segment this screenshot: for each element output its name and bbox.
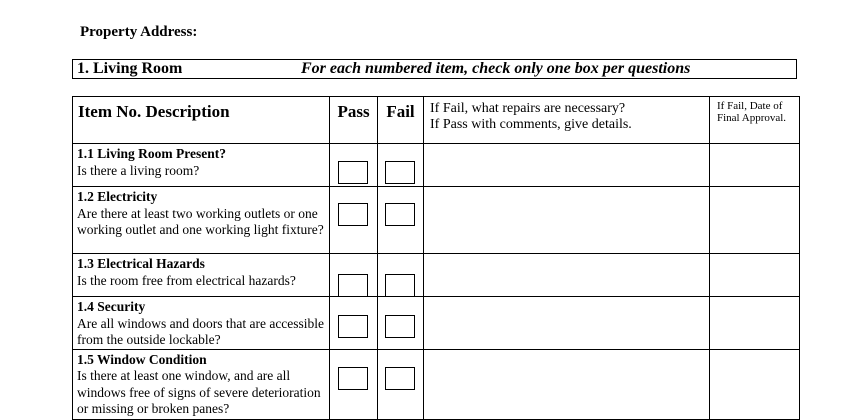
repairs-field[interactable]: [424, 349, 710, 419]
date-field[interactable]: [710, 144, 800, 187]
item-title: 1.1 Living Room Present?: [77, 146, 226, 161]
column-header-repairs-line2: If Pass with comments, give details.: [430, 117, 632, 132]
column-header-repairs: [424, 97, 710, 144]
section-title: 1. Living Room: [77, 60, 183, 77]
fail-checkbox[interactable]: [385, 161, 415, 184]
inspection-table: [72, 96, 800, 420]
item-question: Are all windows and doors that are accessible from the outside lockable?: [77, 315, 325, 347]
pass-cell: [330, 254, 378, 297]
item-description: [73, 254, 330, 297]
column-header-repairs-line1: If Fail, what repairs are necessary?: [430, 101, 626, 116]
fail-checkbox[interactable]: [385, 203, 415, 226]
column-header-pass: Pass: [330, 97, 378, 144]
pass-checkbox[interactable]: [338, 274, 368, 297]
item-description: [73, 187, 330, 254]
repairs-field[interactable]: [424, 144, 710, 187]
table-row: [73, 187, 800, 254]
date-field[interactable]: [710, 349, 800, 419]
item-question: Is the room free from electrical hazards?: [77, 272, 296, 288]
item-question: Is there a living room?: [77, 162, 200, 178]
fail-cell: [378, 349, 424, 419]
repairs-field[interactable]: [424, 297, 710, 350]
fail-checkbox[interactable]: [385, 274, 415, 297]
repairs-field[interactable]: [424, 254, 710, 297]
column-header-date: If Fail, Date of Final Approval.: [710, 97, 800, 144]
table-header-row: [73, 97, 800, 144]
date-field[interactable]: [710, 187, 800, 254]
column-header-fail: Fail: [378, 97, 424, 144]
item-question: Is there at least one window, and are all windows free of signs of severe deterioration or missing or broken panes?: [77, 368, 321, 416]
fail-cell: [378, 254, 424, 297]
pass-checkbox[interactable]: [338, 315, 368, 338]
pass-cell: [330, 349, 378, 419]
item-title: 1.4 Security: [77, 299, 146, 314]
date-field[interactable]: [710, 297, 800, 350]
pass-cell: [330, 297, 378, 350]
item-title: 1.2 Electricity: [77, 189, 158, 204]
table-row: [73, 254, 800, 297]
repairs-field[interactable]: [424, 187, 710, 254]
fail-cell: [378, 297, 424, 350]
pass-cell: [330, 144, 378, 187]
pass-cell: [330, 187, 378, 254]
item-description: [73, 349, 330, 419]
date-field[interactable]: [710, 254, 800, 297]
item-title: 1.5 Window Condition: [77, 351, 207, 367]
fail-cell: [378, 144, 424, 187]
property-address-label: Property Address:: [80, 24, 198, 40]
table-row: [73, 297, 800, 350]
fail-cell: [378, 187, 424, 254]
item-description: [73, 144, 330, 187]
item-description: [73, 297, 330, 350]
item-title: 1.3 Electrical Hazards: [77, 256, 205, 271]
fail-checkbox[interactable]: [385, 315, 415, 338]
section-header: [72, 59, 797, 79]
table-row: [73, 349, 800, 419]
item-question: Are there at least two working outlets or one working outlet and one working light fixture?: [77, 205, 324, 237]
column-header-item: Item No. Description: [73, 97, 330, 144]
pass-checkbox[interactable]: [338, 203, 368, 226]
pass-checkbox[interactable]: [338, 367, 368, 390]
section-instruction: For each numbered item, check only one box per questions: [301, 60, 691, 77]
pass-checkbox[interactable]: [338, 161, 368, 184]
table-row: [73, 144, 800, 187]
fail-checkbox[interactable]: [385, 367, 415, 390]
